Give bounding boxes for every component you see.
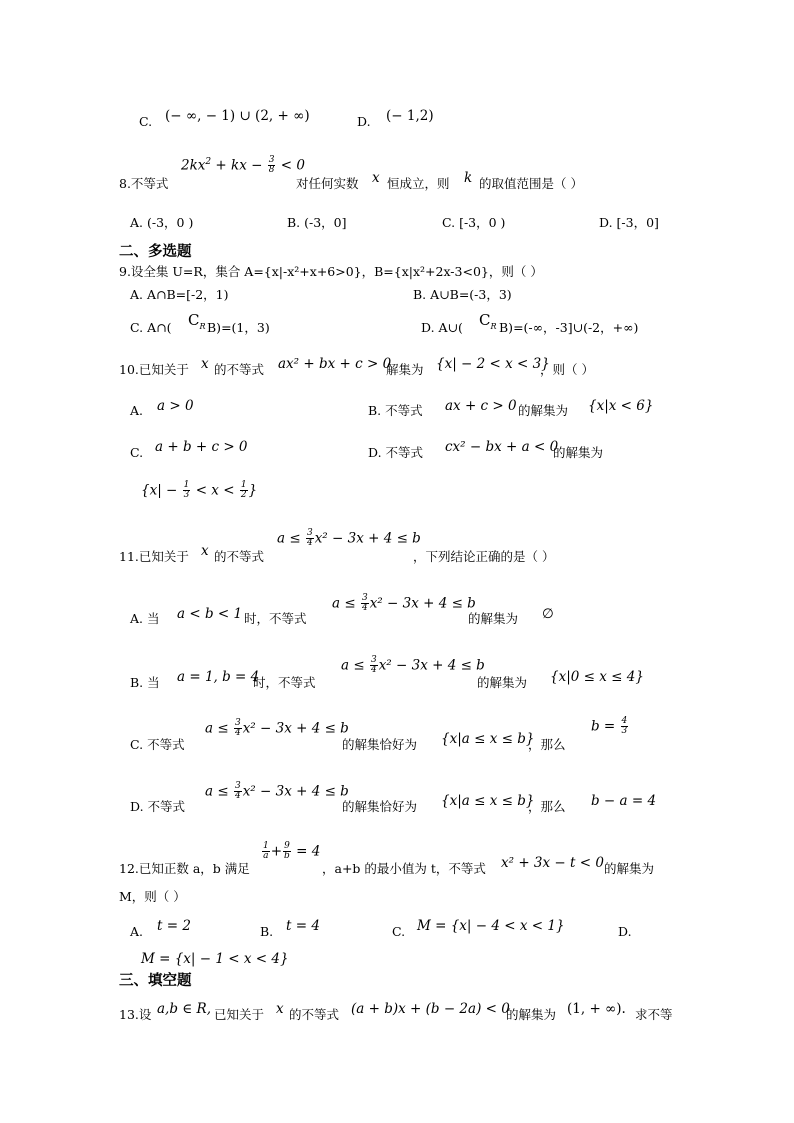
q10-d-set-frac2	[240, 481, 248, 501]
q12-option-a-math: t = 2	[157, 918, 191, 934]
q11-option-b-mid: 时，不等式	[253, 675, 316, 690]
q8-ineq-c: < 0	[280, 157, 305, 174]
q10-d-set-post: }	[248, 482, 258, 499]
q11-a-ineq-frac	[361, 594, 369, 614]
q11-b-ineq-pre: a ≤	[341, 657, 365, 674]
q11-option-d-set: {x|a ≤ x ≤ b}	[441, 793, 535, 809]
q10-d-set-pre: {x| −	[141, 482, 178, 499]
q8-option-b: B. (-3，0]	[287, 215, 347, 230]
q13-suffix: 求不等	[635, 1007, 673, 1022]
q11-ineq-frac	[306, 529, 314, 549]
q11-option-b-inequality	[341, 656, 485, 676]
q11-option-d-mid2: ，那么	[528, 799, 566, 814]
q12-option-b-label: B.	[260, 924, 274, 939]
q11-a-ineq-pre: a ≤	[332, 595, 356, 612]
q10-middle: 的不等式	[214, 362, 265, 377]
q12-prefix: 12.已知正数 a，b 满足	[119, 861, 250, 876]
q10-suffix: ，则（ ）	[540, 362, 594, 377]
q11-ineq-post: x² − 3x + 4 ≤ b	[314, 530, 421, 547]
q11-option-a-result: ∅	[542, 606, 554, 622]
q12-option-d-math: M = {x| − 1 < x < 4}	[141, 951, 289, 967]
q7-option-d-math: (− 1,2)	[386, 108, 434, 124]
q11-d-frac-num: 3	[234, 781, 241, 791]
q10-solution-set: {x| − 2 < x < 3}	[436, 356, 550, 372]
q9-c-complement-sub: R	[199, 322, 206, 331]
q9-option-a: A. A∩B=[-2，1)	[130, 287, 229, 302]
q12-option-a-label: A.	[130, 924, 144, 939]
q12-cond-plus: +	[270, 843, 283, 860]
q12-option-c-label: C.	[392, 924, 406, 939]
q11-c-frac-num: 3	[234, 718, 241, 728]
q12-option-d-label: D.	[618, 924, 632, 939]
q10-inequality: ax² + bx + c > 0	[278, 356, 392, 372]
q13-var-x: x	[276, 1001, 284, 1017]
q11-c-ineq-pre: a ≤	[205, 720, 229, 737]
q11-option-d-mid: 的解集恰好为	[342, 799, 418, 814]
q13-prefix: 13.设	[119, 1007, 152, 1022]
q11-a-frac-num: 3	[361, 593, 368, 603]
q8-suffix: 的取值范围是（ ）	[479, 176, 583, 191]
q11-c-frac-den: 4	[234, 728, 241, 739]
q12-line2: M，则（ ）	[119, 889, 186, 904]
q8-option-a: A. (-3，0 )	[130, 215, 194, 230]
q8-option-c: C. [-3，0 )	[442, 215, 506, 230]
q7-option-d-label: D.	[357, 114, 371, 129]
section-fill-in-title: 三、填空题	[119, 973, 192, 989]
q9-c-complement-c: C	[188, 311, 200, 329]
q11-option-c-result	[591, 717, 629, 737]
q11-b-ineq-post: x² − 3x + 4 ≤ b	[378, 657, 485, 674]
q8-frac-den: 8	[268, 165, 275, 176]
q9-option-d-post: B)=(-∞，-3]∪(-2，+∞)	[499, 320, 639, 335]
q8-ineq-sup: 2	[205, 156, 212, 167]
q9-option-c-pre: C. A∩(	[130, 320, 172, 335]
q8-ineq-a: 2kx	[181, 157, 206, 174]
q11-option-b-mid2: 的解集为	[477, 675, 528, 690]
q11-b-ineq-frac	[370, 656, 378, 676]
q13-middle3: 的解集为	[506, 1007, 557, 1022]
q13-condition: a,b ∈ R,	[157, 1001, 212, 1017]
q13-middle2: 的不等式	[289, 1007, 340, 1022]
q11-d-ineq-pre: a ≤	[205, 783, 229, 800]
q11-b-frac-num: 3	[370, 655, 377, 665]
q11-option-d-result: b − a = 4	[591, 793, 657, 809]
q11-c-ineq-frac	[234, 719, 242, 739]
q11-option-c-set: {x|a ≤ x ≤ b}	[441, 731, 535, 747]
q11-a-ineq-post: x² − 3x + 4 ≤ b	[369, 595, 476, 612]
q13-middle: 已知关于	[214, 1007, 265, 1022]
q8-var-k: k	[464, 170, 473, 186]
q11-option-d-label: D. 不等式	[130, 799, 186, 814]
q11-b-frac-den: 4	[370, 665, 377, 676]
q12-frac1-num: 1	[263, 841, 269, 851]
q9-stem: 9.设全集 U=R，集合 A={x|-x²+x+6>0}，B={x|x²+2x-3<0}，则（ ）	[119, 264, 543, 279]
q8-frac-num: 3	[268, 155, 275, 165]
q11-option-b-label: B. 当	[130, 675, 160, 690]
q11-a-frac-den: 4	[361, 603, 368, 614]
q10-d-set-frac1	[183, 481, 191, 501]
q9-option-c-complement-symbol	[188, 313, 206, 331]
q8-middle2: 恒成立，则	[387, 176, 450, 191]
q9-option-d-complement-symbol	[479, 313, 497, 331]
q12-frac2-den: b	[284, 851, 290, 862]
q11-option-a-cond: a < b < 1	[177, 606, 243, 622]
q10-option-a-math: a > 0	[157, 398, 194, 414]
q11-c-ineq-post: x² − 3x + 4 ≤ b	[242, 720, 349, 737]
q10-option-d-label: D. 不等式	[368, 445, 424, 460]
q11-c-res-num: 4	[621, 716, 628, 726]
q9-option-c-post: B)=(1，3)	[207, 320, 270, 335]
q12-frac2-num: 9	[284, 841, 290, 851]
q10-option-b-mid: 的解集为	[518, 403, 569, 418]
section-multiple-choice-title: 二、多选题	[119, 244, 192, 260]
q11-option-d-inequality	[205, 782, 349, 802]
q11-c-res-frac	[621, 717, 629, 737]
q11-d-ineq-post: x² − 3x + 4 ≤ b	[242, 783, 349, 800]
q11-option-c-mid2: ，那么	[528, 737, 566, 752]
q10-middle2: 解集为	[386, 362, 424, 377]
q8-fraction	[268, 156, 276, 176]
q12-condition	[261, 842, 320, 862]
q8-option-d: D. [-3，0]	[599, 215, 659, 230]
q7-option-c-label: C.	[139, 114, 153, 129]
q11-var-x: x	[201, 543, 209, 559]
q10-option-d-set	[141, 481, 257, 501]
q11-frac-num: 3	[306, 528, 313, 538]
q10-d-frac1-den: 3	[183, 490, 190, 501]
q9-option-d-pre: D. A∪(	[421, 320, 463, 335]
q10-prefix: 10.已知关于	[119, 362, 189, 377]
q10-option-b-label: B. 不等式	[368, 403, 423, 418]
q12-frac1-den: a	[263, 851, 269, 862]
q12-suffix: 的解集为	[604, 861, 655, 876]
q11-ineq-pre: a ≤	[277, 530, 301, 547]
q11-inequality	[277, 529, 421, 549]
q10-option-c-math: a + b + c > 0	[155, 439, 248, 455]
q11-option-a-label: A. 当	[130, 611, 160, 626]
q11-option-a-inequality	[332, 594, 476, 614]
q10-option-b-math: ax + c > 0	[445, 398, 517, 414]
q10-d-set-mid: < x <	[195, 482, 235, 499]
q13-inequality: (a + b)x + (b − 2a) < 0	[351, 1001, 510, 1017]
q10-option-d-mid: 的解集为	[553, 445, 604, 460]
q11-option-a-mid2: 的解集为	[468, 611, 519, 626]
q10-d-frac1-num: 1	[183, 480, 190, 490]
q8-ineq-b: + kx −	[211, 157, 263, 174]
q12-inequality: x² + 3x − t < 0	[501, 855, 604, 871]
q11-option-b-result: {x|0 ≤ x ≤ 4}	[550, 669, 644, 685]
q12-option-c-math: M = {x| − 4 < x < 1}	[417, 918, 565, 934]
q12-cond-post: = 4	[296, 843, 321, 860]
q11-option-b-cond: a = 1, b = 4	[177, 669, 260, 685]
q11-middle: 的不等式	[214, 549, 265, 564]
q7-option-c-math: (− ∞, − 1) ∪ (2, + ∞)	[165, 108, 310, 124]
q11-option-c-inequality	[205, 719, 349, 739]
q9-option-b: B. A∪B=(-3，3)	[413, 287, 512, 302]
q11-d-frac-den: 4	[234, 791, 241, 802]
q9-d-complement-sub: R	[490, 322, 497, 331]
q12-middle: ，a+b 的最小值为 t，不等式	[322, 861, 486, 876]
q11-c-res-pre: b =	[591, 718, 616, 735]
q11-d-ineq-frac	[234, 782, 242, 802]
q11-prefix: 11.已知关于	[119, 549, 189, 564]
q8-middle: 对任何实数	[296, 176, 359, 191]
q10-option-b-set: {x|x < 6}	[588, 398, 654, 414]
q10-var-x: x	[201, 356, 209, 372]
q11-suffix: ，下列结论正确的是（ ）	[413, 549, 555, 564]
q10-d-frac2-num: 1	[240, 480, 247, 490]
q12-cond-frac2	[283, 842, 291, 862]
q8-var-x: x	[372, 170, 380, 186]
q13-solution-set: (1, + ∞).	[567, 1001, 626, 1017]
q9-d-complement-c: C	[479, 311, 491, 329]
q10-option-d-math: cx² − bx + a < 0	[445, 439, 559, 455]
q11-option-a-mid: 时，不等式	[244, 611, 307, 626]
q10-d-frac2-den: 2	[240, 490, 247, 501]
q10-option-c-label: C.	[130, 445, 144, 460]
q11-option-c-label: C. 不等式	[130, 737, 185, 752]
q10-option-a-label: A.	[130, 403, 144, 418]
q11-c-res-den: 3	[621, 726, 628, 737]
q12-option-b-math: t = 4	[286, 918, 320, 934]
q12-cond-frac1	[262, 842, 270, 862]
q11-frac-den: 4	[306, 538, 313, 549]
q8-prefix: 8.不等式	[119, 176, 169, 191]
q8-inequality	[181, 156, 305, 176]
q11-option-c-mid: 的解集恰好为	[342, 737, 418, 752]
